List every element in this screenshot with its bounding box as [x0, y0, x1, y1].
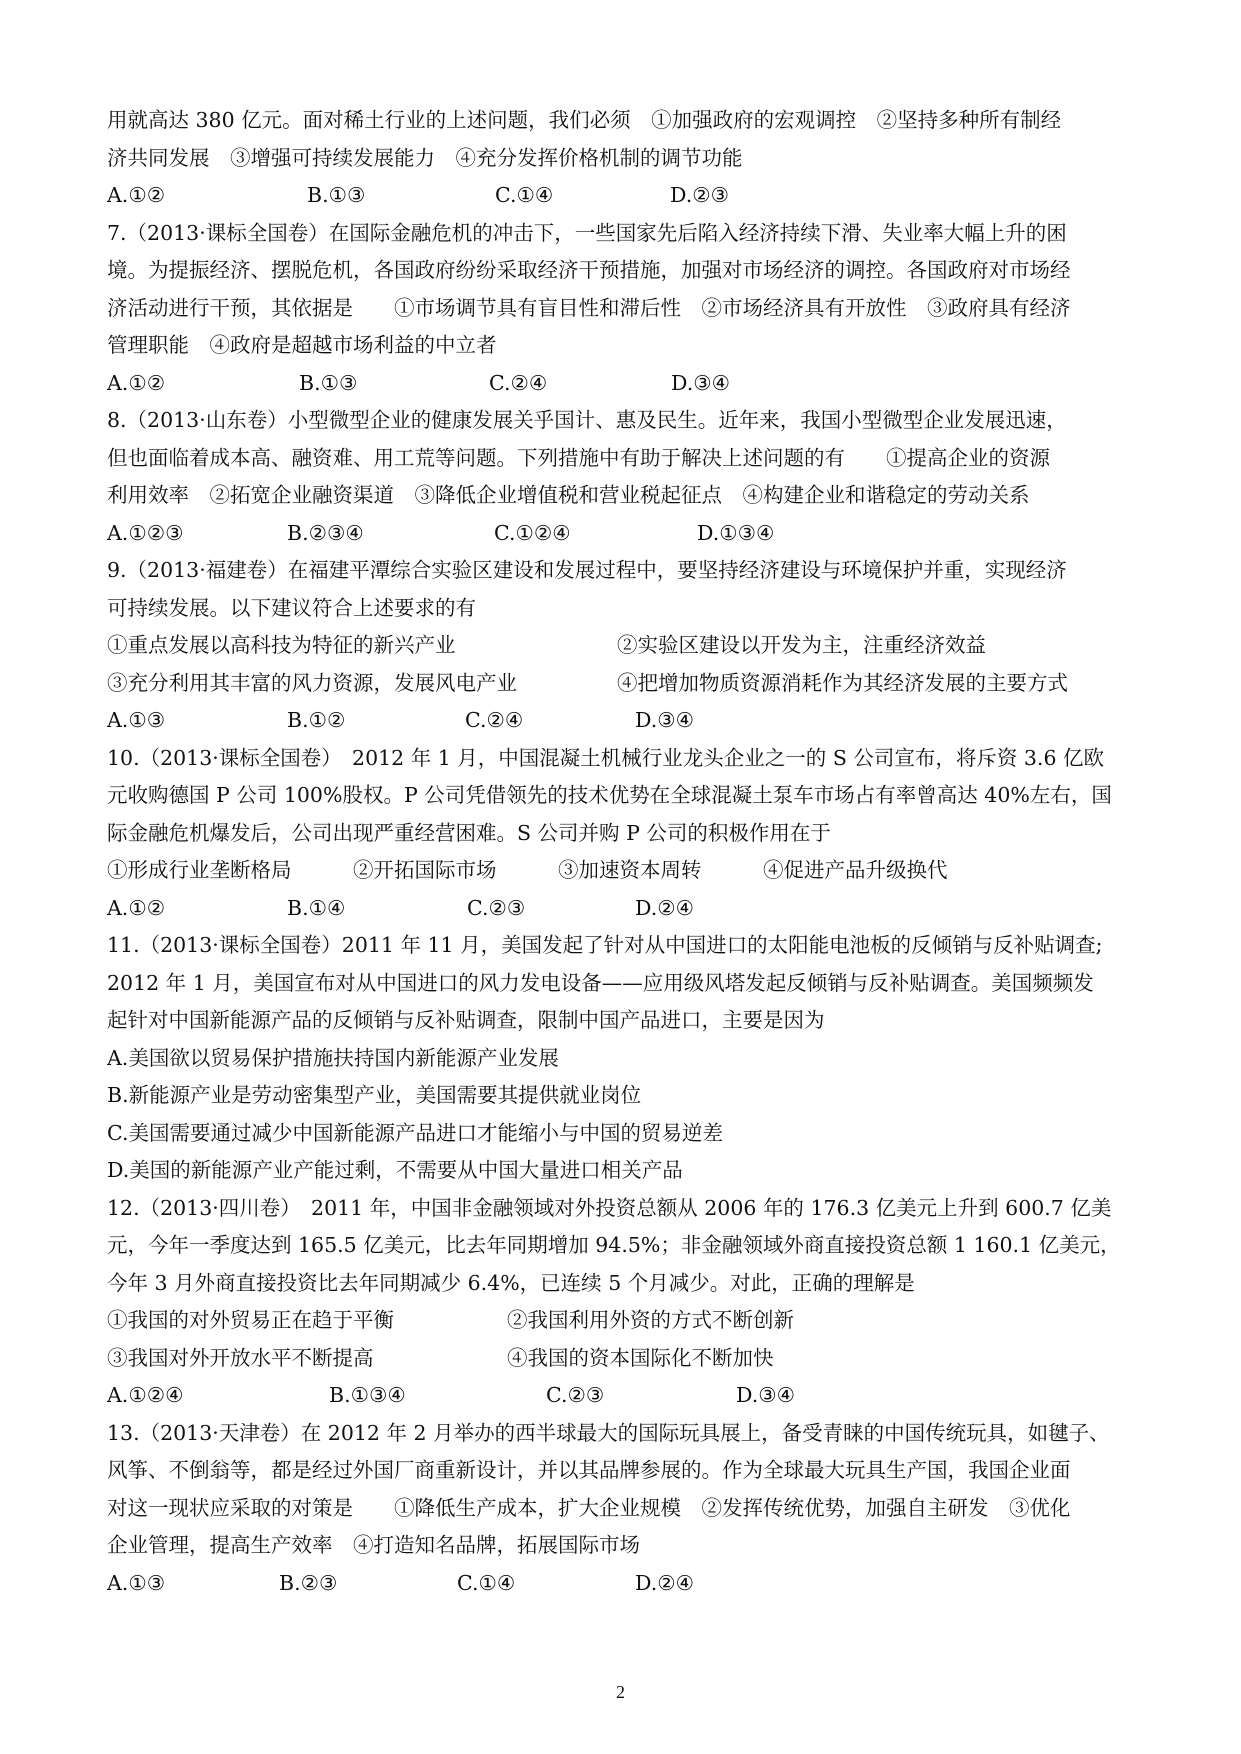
option-a: A.①②③: [107, 520, 184, 545]
option-b: B.①③: [299, 370, 358, 395]
statement-4: ④把增加物质资源消耗作为其经济发展的主要方式: [617, 670, 1068, 695]
option-a: A.①③: [107, 708, 166, 732]
option-b: B.新能源产业是劳动密集型产业，美国需要其提供就业岗位: [107, 1083, 642, 1107]
text-line: 起针对中国新能源产品的反倾销与反补贴调查，限制中国产品进口，主要是因为: [107, 1008, 825, 1032]
text-line: 用就高达 380 亿元。面对稀土行业的上述问题，我们必须 ①加强政府的宏观调控 ②坚持多种所有制经: [107, 108, 1062, 132]
page-number: 2: [616, 1682, 625, 1702]
statement-2: ②我国利用外资的方式不断创新: [507, 1308, 794, 1332]
option-a: A.①②: [107, 895, 166, 920]
option-b: B.①③: [307, 183, 366, 207]
text-line: 元，今年一季度达到 165.5 亿美元，比去年同期增加 94.5%；非金融领域外商直接投资总额 1 160.1 亿美元，: [107, 1233, 1121, 1257]
option-c: C.②④: [489, 370, 548, 395]
option-c: C.②④: [465, 708, 524, 732]
option-b: B.①②: [287, 708, 346, 732]
question-9: 9.（2013·福建卷）在福建平潭综合实验区建设和发展过程中，要坚持经济建设与环境保护并重，实现经济: [107, 558, 1067, 582]
exam-page-content: [107, 102, 1142, 1602]
option-c: C.②③: [546, 1383, 605, 1407]
option-b: B.②③: [279, 1570, 338, 1595]
text-line: 管理职能 ④政府是超越市场利益的中立者: [107, 333, 497, 357]
option-b: B.②③④: [287, 520, 364, 545]
option-d: D.③④: [736, 1383, 795, 1407]
option-c: C.①②④: [494, 520, 571, 545]
text-line: 利用效率 ②拓宽企业融资渠道 ③降低企业增值税和营业税起征点 ④构建企业和谐稳定的劳动关系: [107, 483, 1030, 507]
text-line: 济共同发展 ③增强可持续发展能力 ④充分发挥价格机制的调节功能: [107, 145, 743, 170]
statement-3: ③我国对外开放水平不断提高: [107, 1345, 374, 1370]
statement-row: [107, 1340, 1142, 1378]
statement-row: [107, 665, 1142, 703]
option-d: D.③④: [671, 370, 730, 395]
question-7: 7.（2013·课标全国卷）在国际金融危机的冲击下，一些国家先后陷入经济持续下滑、失业率大幅上升的困: [107, 220, 1067, 245]
text-line: 对这一现状应采取的对策是 ①降低生产成本，扩大企业规模 ②发挥传统优势，加强自主研发 ③优化: [107, 1495, 1071, 1520]
option-d: D.③④: [635, 708, 694, 732]
option-d: D.①③④: [697, 520, 775, 545]
option-a: A.①②: [107, 183, 166, 207]
text-line: 元收购德国 P 公司 100%股权。P 公司凭借领先的技术优势在全球混凝土泵车市场占有率曾高达 40%左右，国: [107, 783, 1112, 807]
option-c: C.①④: [457, 1570, 516, 1595]
text-line: 企业管理，提高生产效率 ④打造知名品牌，拓展国际市场: [107, 1533, 640, 1557]
statement-1: ①我国的对外贸易正在趋于平衡: [107, 1308, 394, 1332]
option-b: B.①④: [287, 895, 346, 920]
text-line: 际金融危机爆发后，公司出现严重经营困难。S 公司并购 P 公司的积极作用在于: [107, 820, 831, 845]
option-a: A.①②④: [107, 1383, 184, 1407]
option-a: A.①②: [107, 370, 166, 395]
answer-options-q9: [107, 702, 1142, 740]
question-8: 8.（2013·山东卷）小型微型企业的健康发展关乎国计、惠及民生。近年来，我国小型微型企业发展迅速，: [107, 408, 1067, 432]
statement-row: [107, 627, 1142, 665]
option-d: D.美国的新能源产业产能过剩，不需要从中国大量进口相关产品: [107, 1158, 683, 1182]
statement-3: ③充分利用其丰富的风力资源，发展风电产业: [107, 670, 517, 695]
option-c: C.美国需要通过减少中国新能源产品进口才能缩小与中国的贸易逆差: [107, 1120, 723, 1145]
option-d: D.②③: [670, 183, 729, 207]
text-line: 但也面临着成本高、融资难、用工荒等问题。下列措施中有助于解决上述问题的有 ①提高企业的资源: [107, 445, 1050, 470]
text-line: 可持续发展。以下建议符合上述要求的有: [107, 595, 476, 620]
text-line: 济活动进行干预，其依据是 ①市场调节具有盲目性和滞后性 ②市场经济具有开放性 ③政府具有经济: [107, 295, 1071, 320]
text-line: 今年 3 月外商直接投资比去年同期减少 6.4%，已连续 5 个月减少。对此，正确的理解是: [107, 1270, 915, 1295]
statement-row: [107, 1302, 1142, 1340]
statement-2: ②实验区建设以开发为主，注重经济效益: [617, 633, 986, 657]
answer-options-q7: [107, 365, 1142, 403]
answer-options-q6: [107, 177, 1142, 215]
option-b: B.①③④: [329, 1383, 406, 1407]
option-d: D.②④: [635, 1570, 694, 1595]
statement-1: ①重点发展以高科技为特征的新兴产业: [107, 633, 456, 657]
answer-options-q13: [107, 1565, 1142, 1603]
option-a: A.美国欲以贸易保护措施扶持国内新能源产业发展: [107, 1045, 559, 1070]
question-13: 13.（2013·天津卷）在 2012 年 2 月举办的西半球最大的国际玩具展上，备受青睐的中国传统玩具，如毽子、: [107, 1420, 1110, 1445]
question-12: 12.（2013·四川卷） 2011 年，中国非金融领域对外投资总额从 2006 年的 176.3 亿美元上升到 600.7 亿美: [107, 1195, 1112, 1220]
option-c: C.②③: [467, 895, 526, 920]
option-c: C.①④: [495, 183, 554, 207]
text-line: 风筝、不倒翁等，都是经过外国厂商重新设计，并以其品牌参展的。作为全球最大玩具生产国，我国企业面: [107, 1458, 1071, 1482]
question-11: 11.（2013·课标全国卷）2011 年 11 月，美国发起了针对从中国进口的太阳能电池板的反倾销与反补贴调查;: [107, 933, 1103, 957]
text-line: 2012 年 1 月，美国宣布对从中国进口的风力发电设备——应用级风塔发起反倾销与反补贴调查。美国频频发: [107, 970, 1094, 995]
question-10: 10.（2013·课标全国卷） 2012 年 1 月，中国混凝土机械行业龙头企业之一的 S 公司宣布，将斥资 3.6 亿欧: [107, 745, 1105, 770]
option-d: D.②④: [635, 895, 694, 920]
answer-options-q10: [107, 890, 1142, 928]
statement-row: ①形成行业垄断格局 ②开拓国际市场 ③加速资本周转 ④促进产品升级换代: [107, 858, 948, 882]
answer-options-q8: [107, 515, 1142, 553]
option-a: A.①③: [107, 1570, 166, 1595]
answer-options-q12: [107, 1377, 1142, 1415]
text-line: 境。为提振经济、摆脱危机，各国政府纷纷采取经济干预措施，加强对市场经济的调控。各国政府对市场经: [107, 258, 1071, 282]
statement-4: ④我国的资本国际化不断加快: [507, 1345, 774, 1370]
